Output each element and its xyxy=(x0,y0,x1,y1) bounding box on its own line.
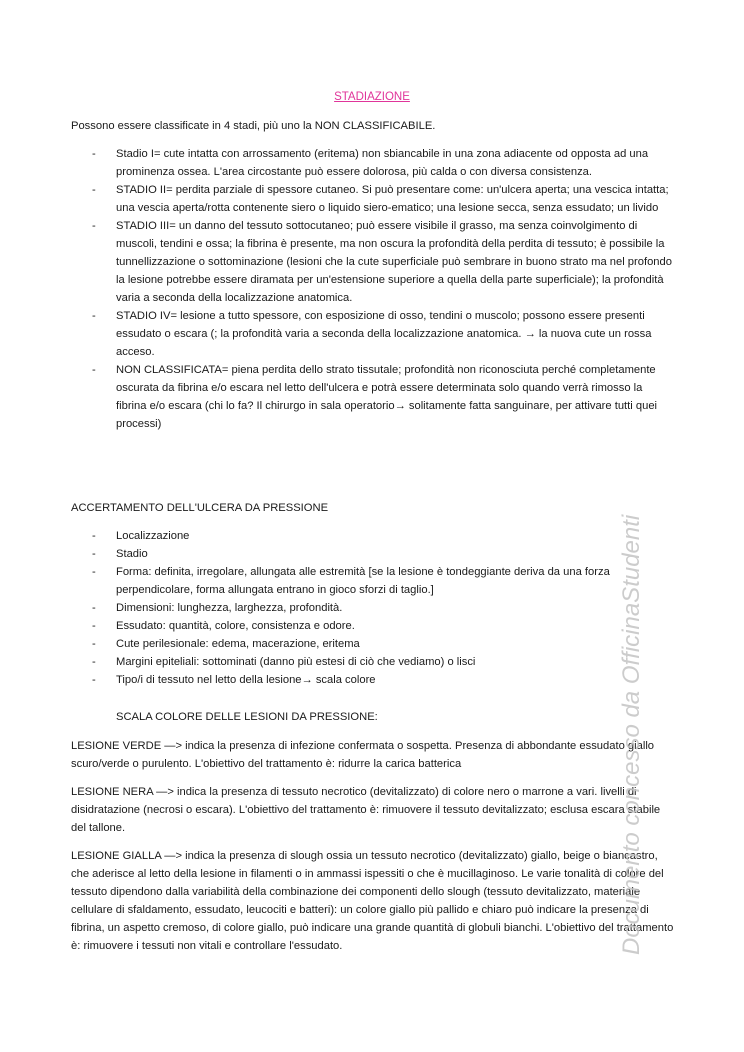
list-item xyxy=(71,635,674,653)
stage-text: STADIO IV= lesione a tutto spessore, con esposizione di osso, tendini o muscolo; possono essere presenti essudato o escara (; la profondità varia a seconda della localizzazione anatomica. → la nuova cute un rossa acceso. xyxy=(116,310,652,358)
list-item xyxy=(71,617,674,635)
lesion-paragraph: LESIONE VERDE —> indica la presenza di infezione confermata o sospetta. Presenza di abbondante essudato giallo scuro/verde o purulento. L'obiettivo del trattamento è: ridurre la carica batterica xyxy=(71,740,655,770)
list-item xyxy=(71,527,674,545)
list-item xyxy=(71,563,674,599)
scale-heading: SCALA COLORE DELLE LESIONI DA PRESSIONE: xyxy=(116,711,378,723)
assessment-text: Stadio xyxy=(116,548,148,560)
stage-text: NON CLASSIFICATA= piena perdita dello strato tissutale; profondità non riconosciuta perché completamente oscurata da fibrina e/o escara nel letto dell'ulcera e potrà essere determinata solo quando verrà rimosso la fibrina e/o escara (chi lo fa? Il chirurgo in sala operatorio→ solitamente fatta sanguinare, per attivare tutti quei processi) xyxy=(116,364,658,430)
dash-bullet: - xyxy=(92,566,96,578)
assessment-text: Forma: definita, irregolare, allungata alle estremità [se la lesione è tondeggiante deriva da una forza perpendicolare, forma allungata entrano in gioco sforzi di taglio.] xyxy=(116,566,610,596)
dash-bullet: - xyxy=(92,620,96,632)
list-item xyxy=(71,361,674,433)
lesion-paragraph: LESIONE GIALLA —> indica la presenza di slough ossia un tessuto necrotico (devitalizzato) giallo, beige o biancastro, che aderisce al letto della lesione in filamenti o in ammassi ispessiti o che è mucillaginoso. Le varie tonalità di colore del tessuto dipendono dalla variabilità della combinazione dei componenti dello slough (tessuto devitalizzato, materiale cellulare di sfaldamento, essudato, leucociti e batteri): un colore giallo più pallido e chiaro può indicare la presenza di fibrina, un aspetto cremoso, di colore giallo, può indicare una grande quantità di globuli bianchi. L'obiettivo del trattamento è: rimuovere i tessuti non vitali e controllare l'essudato. xyxy=(71,850,674,952)
assessment-list xyxy=(71,527,674,689)
assessment-heading: ACCERTAMENTO DELL'ULCERA DA PRESSIONE xyxy=(71,502,329,514)
list-item xyxy=(71,181,674,217)
lesion-nera xyxy=(71,783,674,837)
watermark: Documento concesso da OfficinaStudenti xyxy=(618,514,645,955)
dash-bullet: - xyxy=(92,638,96,650)
list-item xyxy=(71,653,674,671)
assessment-text: Localizzazione xyxy=(116,530,190,542)
list-item xyxy=(71,217,674,307)
assessment-text: Margini epiteliali: sottominati (danno più estesi di ciò che vediamo) o lisci xyxy=(116,656,476,668)
lesion-paragraph: LESIONE NERA —> indica la presenza di tessuto necrotico (devitalizzato) di colore nero o marrone a vari. livelli di disidratazione (necrosi o escara). L'obiettivo del trattamento è: rimuovere il tessuto devitalizzato; esclusa escara stabile del tallone. xyxy=(71,786,661,834)
dash-bullet: - xyxy=(92,548,96,560)
lesion-verde xyxy=(71,737,674,773)
list-item xyxy=(71,545,674,563)
dash-bullet: - xyxy=(92,530,96,542)
dash-bullet: - xyxy=(92,148,96,160)
page-title: STADIAZIONE xyxy=(334,91,410,103)
list-item xyxy=(71,145,674,181)
assessment-text: Tipo/i di tessuto nel letto della lesione→ scala colore xyxy=(116,674,376,686)
dash-bullet: - xyxy=(92,364,96,376)
assessment-section xyxy=(71,499,674,517)
dash-bullet: - xyxy=(92,656,96,668)
dash-bullet: - xyxy=(92,184,96,196)
assessment-text: Essudato: quantità, colore, consistenza e odore. xyxy=(116,620,355,632)
stages-list xyxy=(71,145,674,433)
scale-section xyxy=(71,708,674,726)
stage-text: STADIO III= un danno del tessuto sottocutaneo; può essere visibile il grasso, ma senza coinvolgimento di muscoli, tendini e ossa; la fibrina è presente, ma non oscura la profondità della perdita di tessuto; è possibile la tunnellizzazione o sottominazione (lesioni che la cute superficiale può sembrare in buono strato ma nel profondo la lesione potrebbe essere diramata per un'estensione superiore a quella della parte superficiale); la profondità varia a seconda della localizzazione anatomica. xyxy=(116,220,672,304)
list-item xyxy=(71,671,674,689)
dash-bullet: - xyxy=(92,220,96,232)
lesion-gialla xyxy=(71,847,674,955)
list-item xyxy=(71,307,674,361)
intro-text: Possono essere classificate in 4 stadi, più uno la NON CLASSIFICABILE. xyxy=(71,120,436,132)
assessment-text: Cute perilesionale: edema, macerazione, eritema xyxy=(116,638,360,650)
intro-paragraph xyxy=(71,117,674,135)
stage-text: STADIO II= perdita parziale di spessore cutaneo. Si può presentare come: un'ulcera aperta; una vescica intatta; una vescia aperta/rotta contenente siero o liquido siero-ematico; una lesione secca, senza essudato; un livido xyxy=(116,184,669,214)
dash-bullet: - xyxy=(92,602,96,614)
stage-text: Stadio I= cute intatta con arrossamento (eritema) non sbiancabile in una zona adiacente od opposta ad una prominenza ossea. L'area circostante può essere dolorosa, più calda o con diversa consistenza. xyxy=(116,148,649,178)
assessment-text: Dimensioni: lunghezza, larghezza, profondità. xyxy=(116,602,343,614)
list-item xyxy=(71,599,674,617)
dash-bullet: - xyxy=(92,310,96,322)
dash-bullet: - xyxy=(92,674,96,686)
